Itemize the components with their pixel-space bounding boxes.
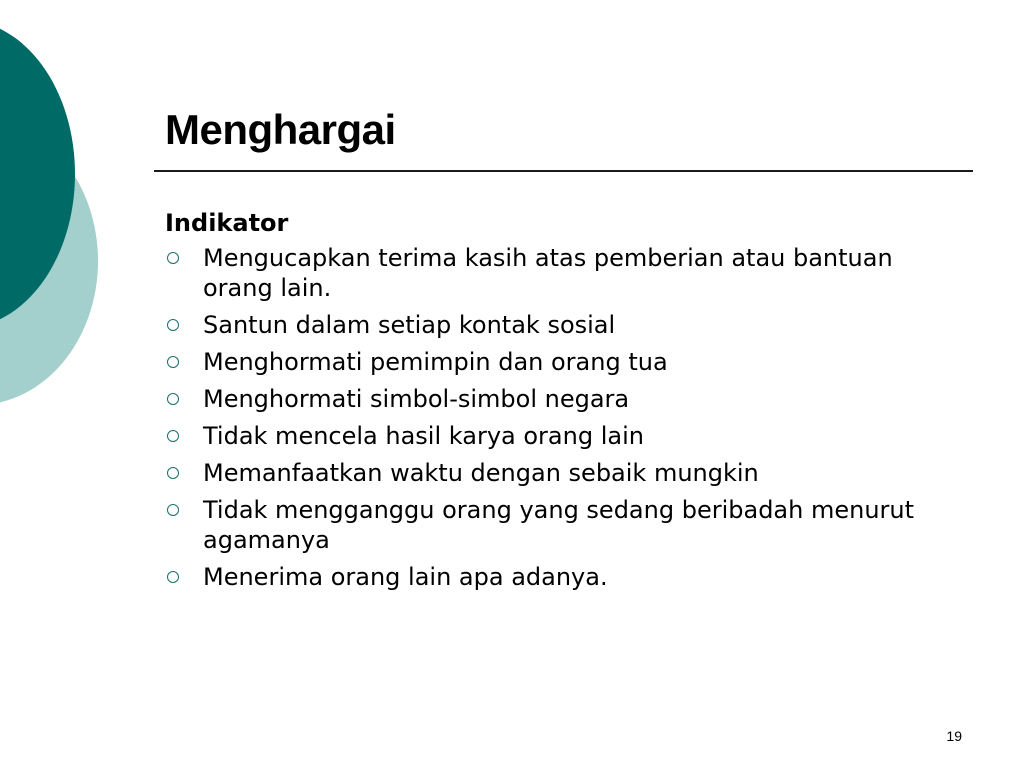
section-heading: Indikator xyxy=(165,209,289,237)
list-item xyxy=(165,384,945,414)
list-item-text: Tidak mengganggu orang yang sedang beribadah menurut agamanya xyxy=(203,496,915,554)
list-item xyxy=(165,347,945,377)
bullet-list xyxy=(165,243,945,592)
circle-bullet-icon xyxy=(165,458,203,488)
circle-bullet-icon xyxy=(165,384,203,414)
list-item-text: Menghormati pemimpin dan orang tua xyxy=(203,348,668,376)
list-item-text: Menghormati simbol-simbol negara xyxy=(203,385,630,413)
page-number: 19 xyxy=(946,728,962,744)
list-item-text: Mengucapkan terima kasih atas pemberian atau bantuan orang lain. xyxy=(203,244,893,302)
list-item xyxy=(165,495,945,555)
circle-bullet-icon xyxy=(165,421,203,451)
list-item xyxy=(165,421,945,451)
circle-bullet-icon xyxy=(165,347,203,377)
list-item xyxy=(165,458,945,488)
slide-title: Menghargai xyxy=(165,106,396,153)
circle-bullet-icon xyxy=(165,310,203,340)
list-item-text: Memanfaatkan waktu dengan sebaik mungkin xyxy=(203,459,759,487)
decorative-circles xyxy=(0,0,110,420)
title-divider xyxy=(154,170,973,172)
list-item-text: Menerima orang lain apa adanya. xyxy=(203,563,608,591)
circle-bullet-icon xyxy=(165,562,203,592)
list-item xyxy=(165,310,945,340)
circle-bullet-icon xyxy=(165,243,203,273)
list-item-text: Tidak mencela hasil karya orang lain xyxy=(203,422,644,450)
slide-body xyxy=(165,207,945,599)
list-item xyxy=(165,562,945,592)
list-item-text: Santun dalam setiap kontak sosial xyxy=(203,311,616,339)
list-item xyxy=(165,243,945,303)
circle-bullet-icon xyxy=(165,495,203,525)
